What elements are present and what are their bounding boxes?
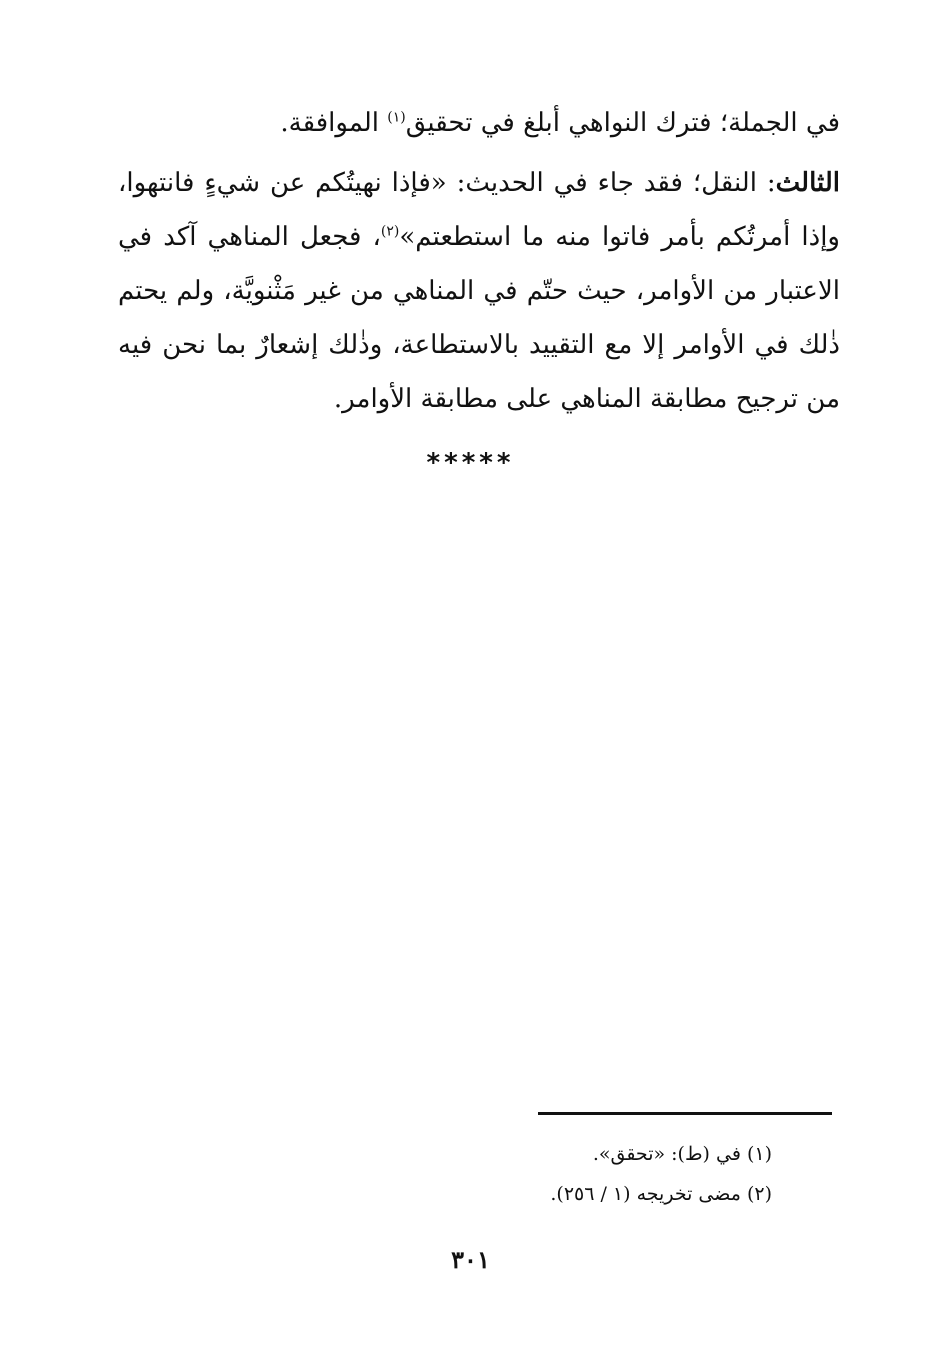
footnote-divider xyxy=(538,1112,832,1115)
paragraph-2-lead: الثالث xyxy=(775,168,840,198)
footnote-2: (٢) مضى تخريجه (١ / ٢٥٦). xyxy=(550,1183,772,1205)
footnotes-block xyxy=(360,1134,772,1214)
paragraph-1-text: في الجملة؛ فترك النواهي أبلغ في تحقيق xyxy=(405,108,840,138)
paragraph-1 xyxy=(118,96,840,150)
paragraph-1-text-after: الموافقة. xyxy=(280,108,388,138)
footnote-ref-1: (١) xyxy=(387,109,406,126)
page-number: ٣٠١ xyxy=(451,1245,490,1274)
paragraph-2 xyxy=(118,156,840,426)
paragraph-2-text-after-ref: ، فجعل المناهي آكد في الاعتبار من الأوامر، حيث حتّم في المناهي من غير مَثْنويَّة، ولم يحتم ذٰلك في الأوامر إلا مع التقييد بالاستطاعة، وذٰلك إشعارٌ بما نحن فيه من ترجيح مطابقة المناهي على مطابقة الأوامر. xyxy=(118,222,840,414)
section-separator: ***** xyxy=(426,448,515,478)
main-text-block xyxy=(118,96,840,426)
paragraph-2-text-before-ref: : النقل؛ فقد جاء في الحديث: «فإذا نهيتُكم عن شيءٍ فانتهوا، وإذا أمرتُكم بأمر فاتوا منه ما استطعتم» xyxy=(118,168,840,252)
footnote-ref-2: (٢) xyxy=(380,223,400,240)
footnote-1: (١) في (ط): «تحقق». xyxy=(592,1143,772,1165)
